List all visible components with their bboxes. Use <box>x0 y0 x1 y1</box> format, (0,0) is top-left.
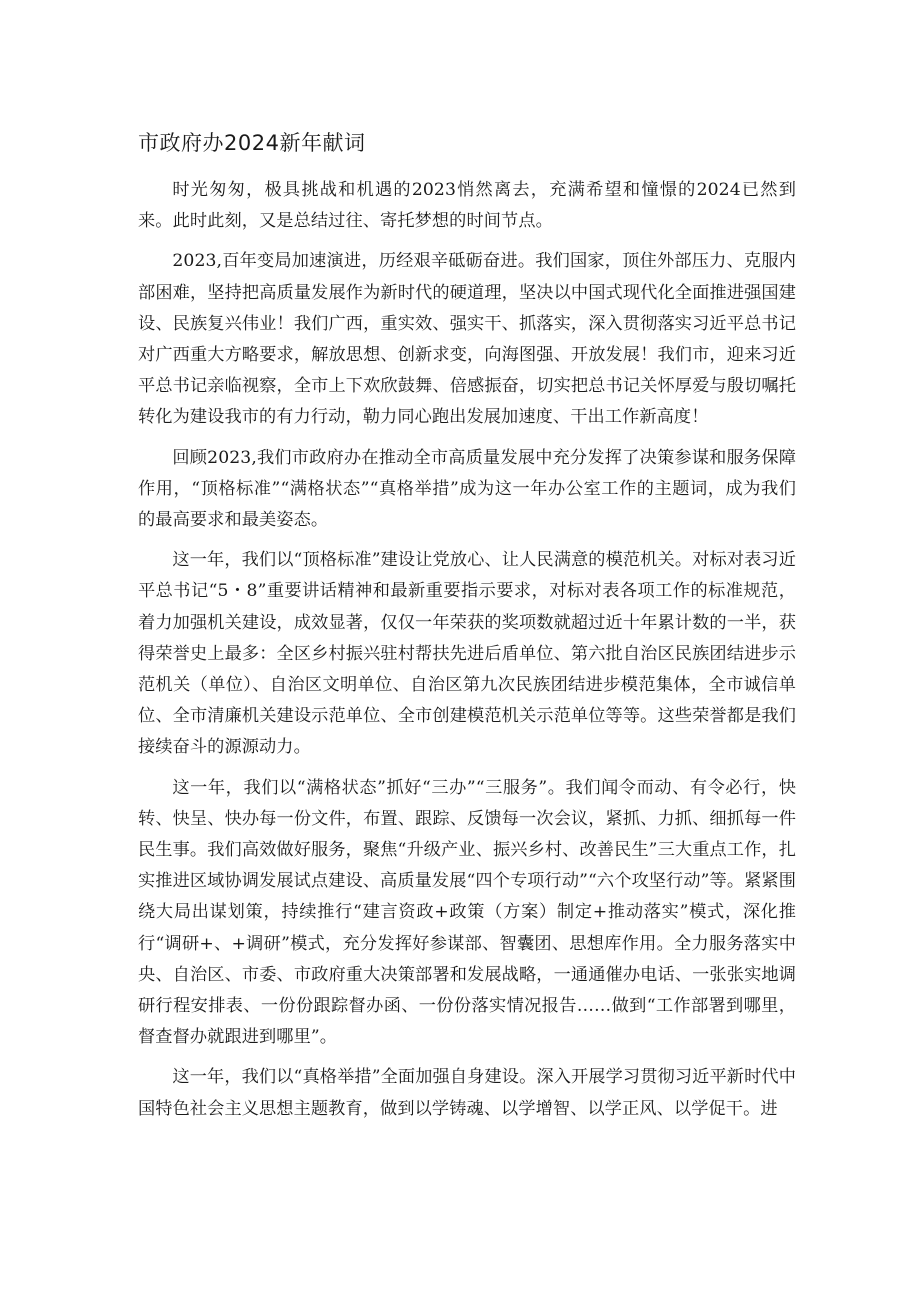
paragraph-real-measures: 这一年，我们以“真格举措”全面加强自身建设。深入开展学习贯彻习近平新时代中国特色社会主义思想主题教育，做到以学铸魂、以学增智、以学正风、以学促干。进 <box>138 1067 796 1119</box>
paragraph-full-state: 这一年，我们以“满格状态”抓好“三办”“三服务”。我们闻令而动、有令必行，快转、快呈、快办每一份文件，布置、跟踪、反馈每一次会议，紧抓、力抓、细抓每一件民生事。我们高效做好服务，聚焦“升级产业、振兴乡村、改善民生”三大重点工作，扎实推进区域协调发展试点建设、高质量发展“四个专项行动”“六个攻坚行动”等。紧紧围绕大局出谋划策，持续推行“建言资政+政策（方案）制定+推动落实”模式，深化推行“调研+、+调研”模式，充分发挥好参谋部、智囊团、思想库作用。全力服务落实中央、自治区、市委、市政府重大决策部署和发展战略，一通通催办电话、一张张实地调研行程安排表、一份份跟踪督办函、一份份落实情况报告……做到“工作部署到哪里，督查督办就跟进到哪里”。 <box>138 777 796 1048</box>
paragraph-intro: 时光匆匆，极具挑战和机遇的2023悄然离去，充满希望和憧憬的2024已然到来。此时此刻，又是总结过往、寄托梦想的时间节点。 <box>138 180 796 232</box>
document-title: 市政府办2024新年献词 <box>138 131 366 155</box>
document-page <box>138 128 796 1134</box>
paragraph-2023-review: 2023,百年变局加速演进，历经艰辛砥砺奋进。我们国家，顶住外部压力、克服内部困难，坚持把高质量发展作为新时代的硬道理，坚决以中国式现代化全面推进强国建设、民族复兴伟业！我们广西，重实效、强实干、抓落实，深入贯彻落实习近平总书记对广西重大方略要求，解放思想、创新求变，向海图强、开放发展！我们市，迎来习近平总书记亲临视察，全市上下欢欣鼓舞、倍感振奋，切实把总书记关怀厚爱与殷切嘱托转化为建设我市的有力行动，勒力同心跑出发展加速度、干出工作新高度！ <box>138 251 796 428</box>
paragraph-office-review: 回顾2023,我们市政府办在推动全市高质量发展中充分发挥了决策参谋和服务保障作用，“顶格标准”“满格状态”“真格举措”成为这一年办公室工作的主题词，成为我们的最高要求和最美姿态。 <box>138 447 796 531</box>
paragraph-top-standard: 这一年，我们以“顶格标准”建设让党放心、让人民满意的模范机关。对标对表习近平总书记“5・8”重要讲话精神和最新重要指示要求，对标对表各项工作的标准规范，着力加强机关建设，成效显著，仅仅一年荣获的奖项数就超过近十年累计数的一半，获得荣誉史上最多：全区乡村振兴驻村帮扶先进后盾单位、第六批自治区民族团结进步示范机关（单位）、自治区文明单位、自治区第九次民族团结进步模范集体，全市诚信单位、全市清廉机关建设示范单位、全市创建模范机关示范单位等等。这些荣誉都是我们接续奋斗的源源动力。 <box>138 550 796 758</box>
